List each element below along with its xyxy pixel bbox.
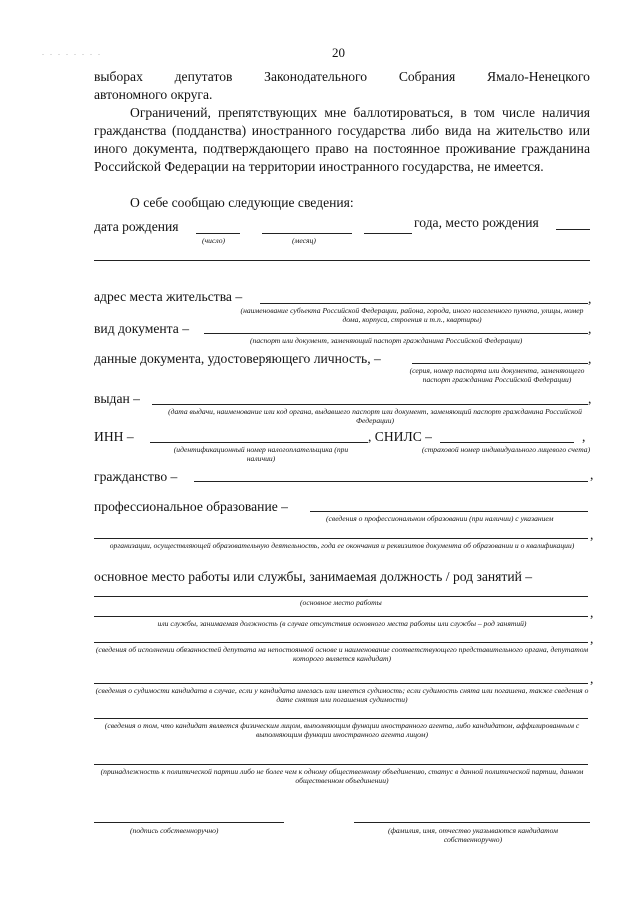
intro-word: Законодательного bbox=[264, 69, 368, 84]
work-caption-1: (основное место работы bbox=[300, 598, 382, 607]
document-type-line[interactable] bbox=[204, 333, 588, 334]
issued-caption: (дата выдачи, наименование или код органа, выдавшего паспорт или документ, заменяющий паспорт гражданина Российской Федерации) bbox=[168, 407, 582, 425]
issued-label: выдан – bbox=[94, 391, 140, 406]
birth-day-caption: (число) bbox=[202, 236, 226, 245]
document-type-label: вид документа – bbox=[94, 321, 189, 336]
name-caption: (фамилия, имя, отчество указываются кандидатом собственноручно) bbox=[387, 826, 559, 844]
conviction-caption: (сведения о судимости кандидата в случае, если у кандидата имелась или имеется судимость; если судимость снята или погашена, также сведения о дате снятия или погашения судимости) bbox=[95, 686, 589, 704]
work-line[interactable] bbox=[94, 596, 588, 597]
comma-mark: , bbox=[588, 291, 592, 306]
birth-year-line[interactable] bbox=[364, 233, 412, 234]
no-restrictions-paragraph: Ограничений, препятствующих мне баллотироваться, в том числе наличия гражданства (подданства) иностранного государства либо вида на жительство или иного документа, подтверждающего право на постоянное проживание гражданина Российской Федерации на территории иностранного государства, не имеется. bbox=[94, 105, 590, 174]
comma-mark: , bbox=[588, 391, 592, 406]
issued-line[interactable] bbox=[152, 404, 588, 405]
citizenship-line[interactable] bbox=[194, 481, 588, 482]
inn-label: ИНН – bbox=[94, 429, 134, 444]
education-caption-1: (сведения о профессиональном образовании (при наличии) с указанием bbox=[326, 514, 554, 523]
snils-label: , СНИЛС – bbox=[368, 429, 432, 444]
foreign-agent-line[interactable] bbox=[94, 718, 588, 719]
birth-month-caption: (месяц) bbox=[292, 236, 316, 245]
intro-word: депутатов bbox=[174, 69, 233, 84]
work-line-2[interactable] bbox=[94, 616, 588, 617]
document-data-line[interactable] bbox=[412, 363, 588, 364]
address-caption: (наименование субъекта Российской Федерации, района, города, иного населенного пункта, улицы, номер дома, корпуса, строения и т.п., квартиры) bbox=[240, 306, 584, 324]
comma-mark: , bbox=[582, 429, 586, 444]
snils-line[interactable] bbox=[440, 442, 574, 443]
intro-line-1 bbox=[94, 68, 590, 86]
deputy-line[interactable] bbox=[94, 642, 588, 643]
birth-month-line[interactable] bbox=[262, 233, 352, 234]
comma-mark: , bbox=[590, 605, 594, 620]
address-line[interactable] bbox=[260, 303, 588, 304]
scan-artifact: . . . . . . . . bbox=[42, 48, 102, 57]
birth-place-line-2[interactable] bbox=[94, 260, 590, 261]
education-caption-2: организации, осуществляющей образовательную деятельность, года ее окончания и реквизитов документа об образовании и о квалификации) bbox=[109, 541, 575, 550]
birth-year-label: года, место рождения bbox=[414, 215, 539, 230]
address-label: адрес места жительства – bbox=[94, 289, 243, 304]
party-line[interactable] bbox=[94, 764, 588, 765]
party-caption: (принадлежность к политической партии либо не более чем к одному общественному объединению, статус в данной политической партии, данном общественном объединении) bbox=[100, 767, 584, 785]
signature-line[interactable] bbox=[94, 822, 284, 823]
work-label: основное место работы или службы, занимаемая должность / род занятий – bbox=[94, 569, 533, 584]
birth-date-label: дата рождения bbox=[94, 219, 179, 234]
intro-word: Собрания bbox=[398, 69, 456, 84]
citizenship-label: гражданство – bbox=[94, 469, 178, 484]
comma-mark: , bbox=[588, 351, 592, 366]
education-line[interactable] bbox=[310, 511, 588, 512]
comma-mark: , bbox=[590, 467, 594, 482]
education-line-2[interactable] bbox=[94, 538, 588, 539]
about-heading: О себе сообщаю следующие сведения: bbox=[130, 195, 354, 210]
intro-word: Ямало-Ненецкого bbox=[486, 69, 590, 84]
comma-mark: , bbox=[590, 671, 594, 686]
birth-place-line[interactable] bbox=[556, 229, 590, 230]
signature-caption: (подпись собственноручно) bbox=[130, 826, 219, 835]
deputy-caption: (сведения об исполнении обязанностей депутата на непостоянной основе и наименование соответствующего представительного органа, депутатом которого является кандидат) bbox=[95, 645, 589, 663]
comma-mark: , bbox=[590, 527, 594, 542]
conviction-line[interactable] bbox=[94, 683, 588, 684]
intro-line-2: автономного округа. bbox=[94, 87, 213, 102]
intro-word: выборах bbox=[94, 69, 143, 84]
birth-day-line[interactable] bbox=[196, 233, 240, 234]
education-label: профессиональное образование – bbox=[94, 499, 288, 514]
document-data-caption: (серия, номер паспорта или документа, заменяющего паспорт гражданина Российской Федерации) bbox=[409, 366, 585, 384]
comma-mark: , bbox=[588, 321, 592, 336]
document-data-label: данные документа, удостоверяющего личность, – bbox=[94, 351, 381, 366]
work-caption-2: или службы, занимаемая должность (в случае отсутствия основного места работы или службы – род занятий) bbox=[157, 619, 527, 628]
comma-mark: , bbox=[590, 631, 594, 646]
document-type-caption: (паспорт или документ, заменяющий паспорт гражданина Российской Федерации) bbox=[250, 336, 523, 345]
page-number: 20 bbox=[332, 45, 345, 60]
foreign-agent-caption: (сведения о том, что кандидат является физическим лицом, выполняющим функции иностранного агента, либо кандидатом, аффилированным с выполняющим функции иностранного агента лицом) bbox=[104, 721, 580, 739]
inn-line[interactable] bbox=[150, 442, 368, 443]
name-line[interactable] bbox=[354, 822, 590, 823]
inn-caption: (идентификационный номер налогоплательщика (при наличии) bbox=[173, 445, 349, 463]
snils-caption: (страховой номер индивидуального лицевого счета) bbox=[421, 445, 591, 454]
